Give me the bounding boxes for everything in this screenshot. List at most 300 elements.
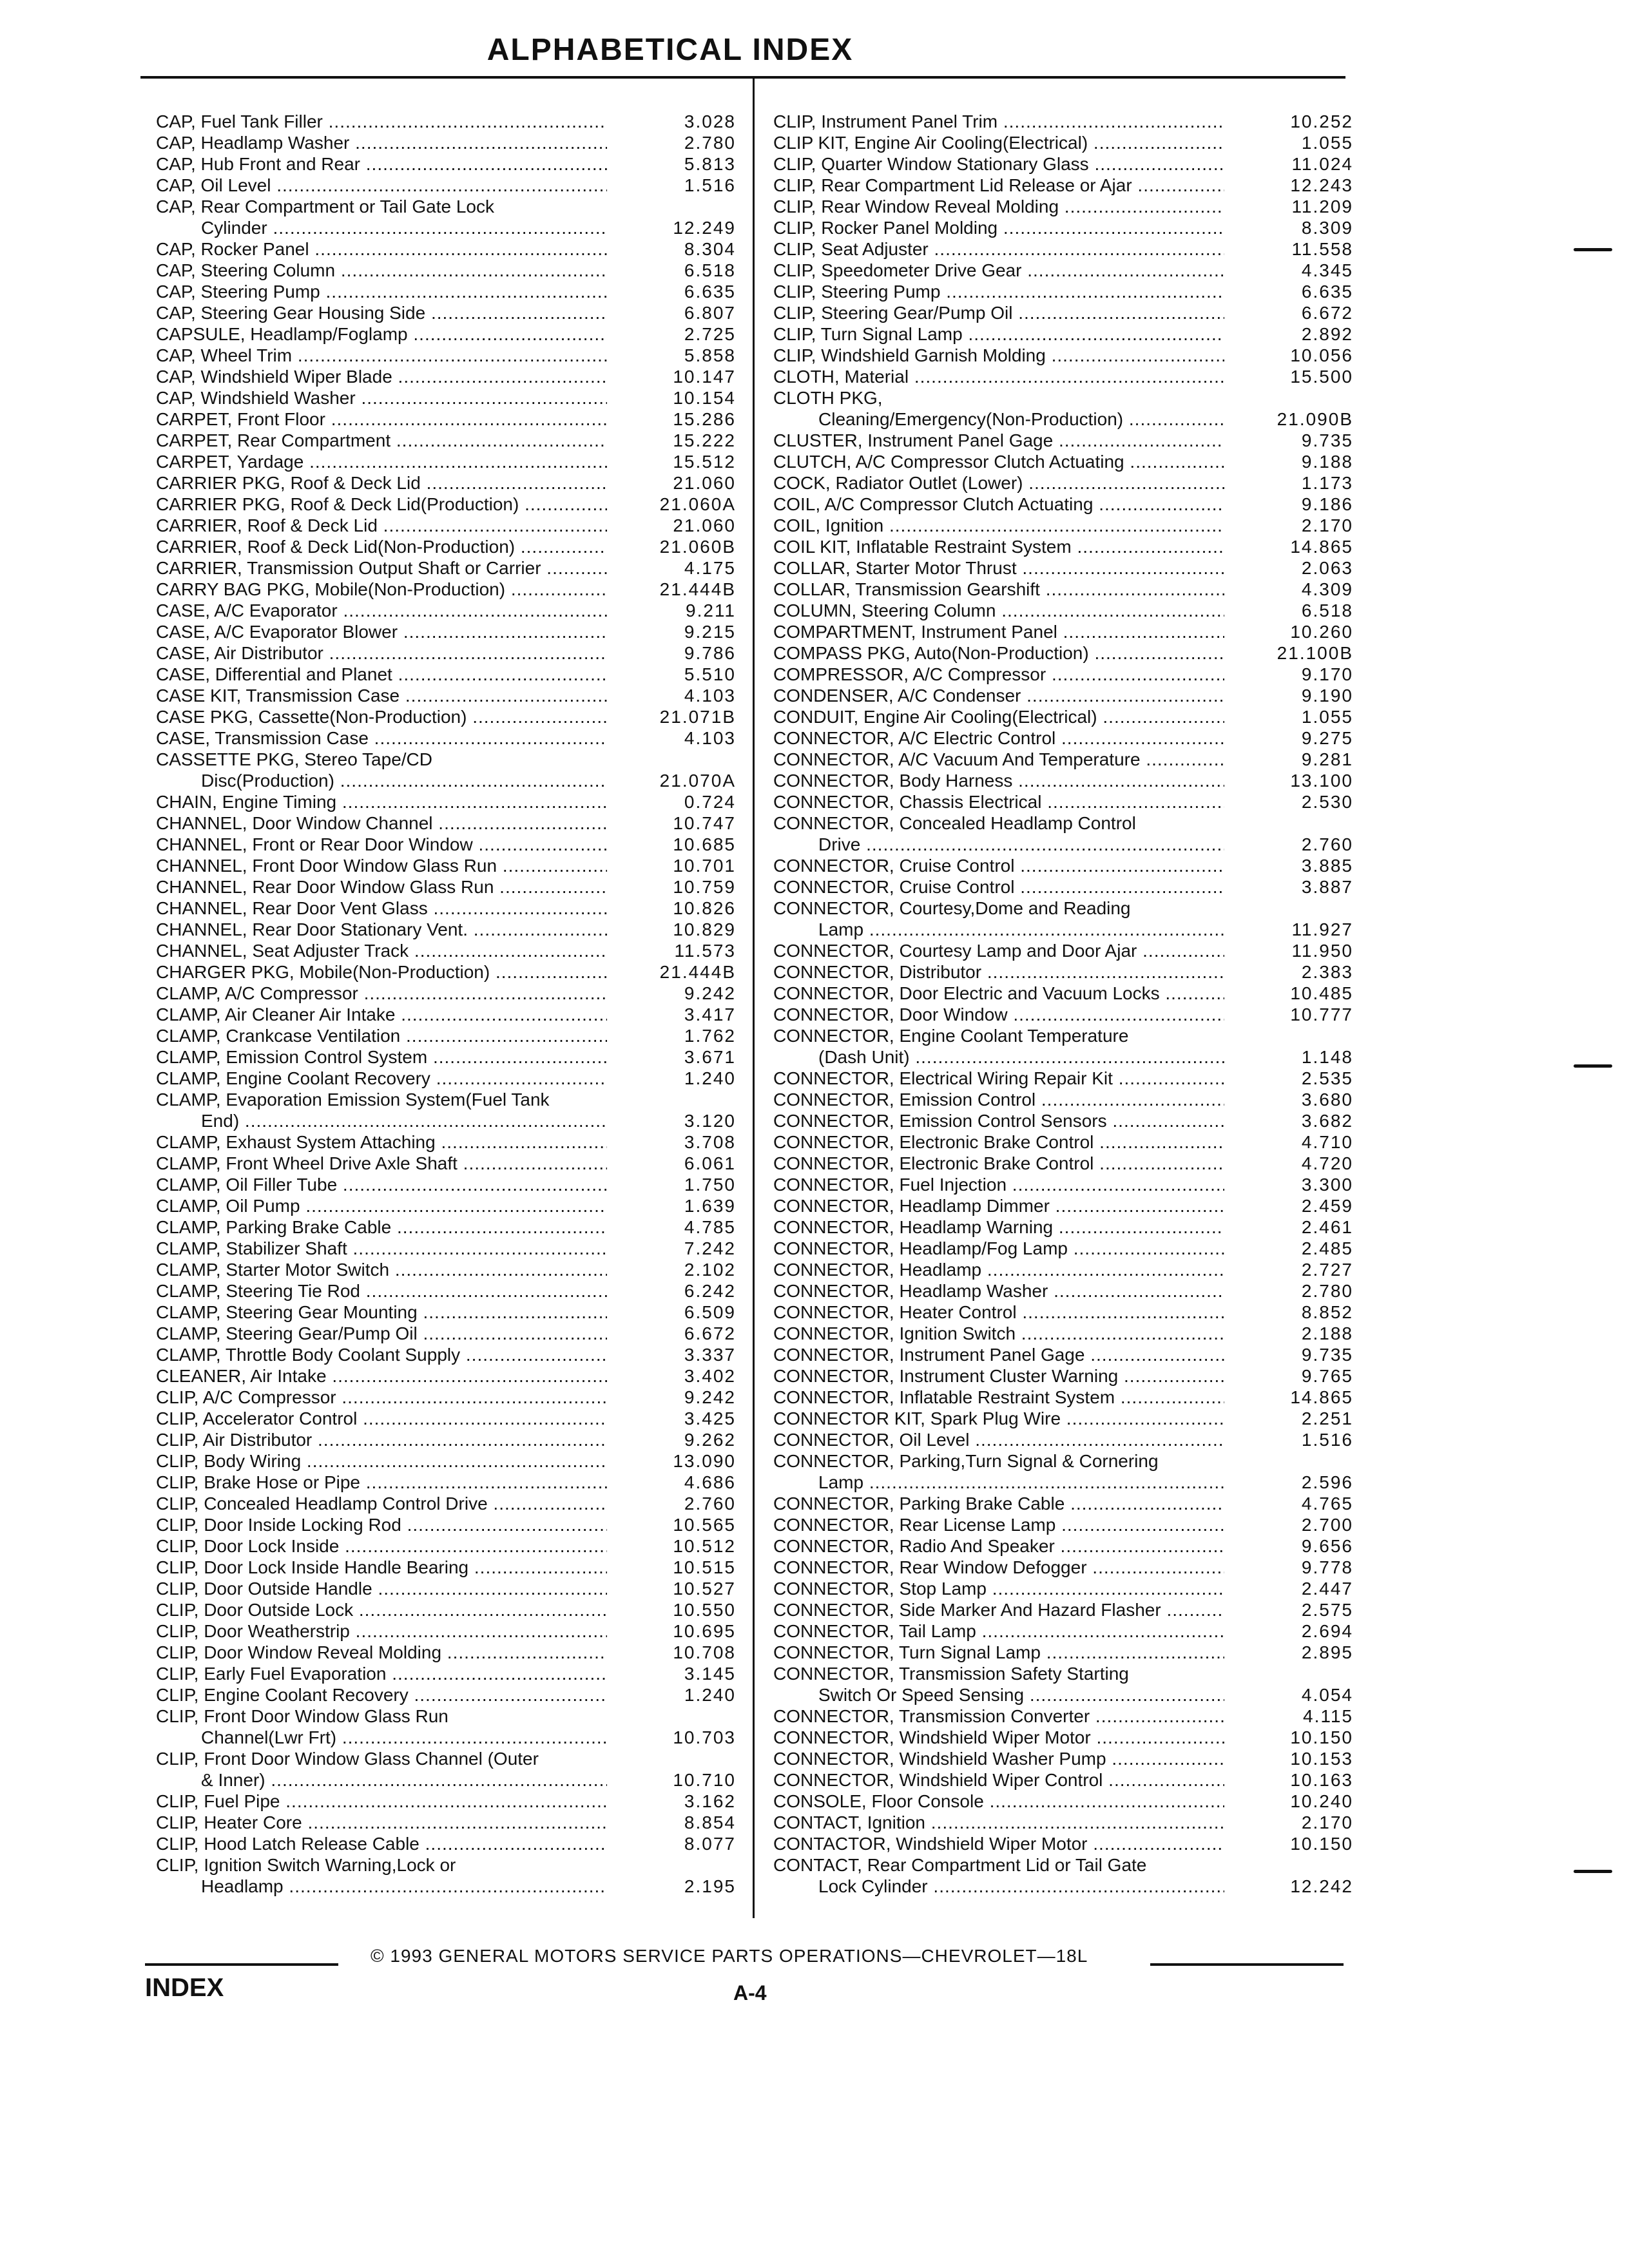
index-entry-name — [156, 430, 607, 451]
entry-label: CONNECTOR, Inflatable Restraint System — [773, 1387, 1115, 1407]
footer-rule-right — [1150, 1963, 1344, 1966]
index-entry — [156, 1876, 736, 1897]
index-entry-name — [156, 260, 607, 281]
index-entry-page: 10.527 — [673, 1579, 736, 1599]
index-entry-heading: CONNECTOR, Courtesy,Dome and Reading — [773, 898, 1131, 918]
index-entry-page: 2.892 — [1301, 324, 1353, 344]
entry-label: CLIP, Fuel Pipe — [156, 1791, 280, 1811]
entry-label: CLAMP, Oil Pump — [156, 1196, 300, 1216]
index-entry — [156, 1004, 736, 1025]
index-entry — [773, 260, 1353, 281]
index-entry-page: 11.024 — [1291, 154, 1353, 174]
entry-label: COMPARTMENT, Instrument Panel — [773, 622, 1057, 642]
index-entry-page: 1.516 — [1301, 1430, 1353, 1450]
index-entry-name — [773, 1195, 1224, 1216]
index-entry — [773, 1046, 1353, 1068]
index-entry-page: 9.735 — [1301, 430, 1353, 450]
entry-label: COCK, Radiator Outlet (Lower) — [773, 473, 1023, 493]
index-entry-name — [773, 1216, 1224, 1238]
entry-label: CONNECTOR, Distributor — [773, 962, 982, 982]
index-entry-name — [773, 1323, 1224, 1344]
entry-label: CLIP, Instrument Panel Trim — [773, 111, 998, 131]
index-entry-name — [773, 961, 1224, 983]
index-entry-name — [156, 1450, 607, 1472]
entry-label: CHANNEL, Rear Door Window Glass Run — [156, 877, 494, 897]
index-entry-page: 4.103 — [684, 728, 736, 748]
entry-label: CLIP, Body Wiring — [156, 1451, 302, 1471]
index-entry-page: 3.300 — [1301, 1175, 1353, 1195]
index-entry — [156, 1365, 736, 1387]
index-entry-name — [156, 770, 607, 791]
index-entry-page: 3.120 — [684, 1111, 736, 1131]
index-entry-name — [156, 1514, 607, 1535]
index-entry-page: 1.173 — [1301, 473, 1353, 493]
index-entry-name — [156, 302, 607, 323]
entry-label: CLIP, Door Lock Inside Handle Bearing — [156, 1557, 469, 1577]
index-entry-page: 13.090 — [673, 1451, 736, 1471]
entry-label: CLIP, Air Distributor — [156, 1430, 313, 1450]
entry-label: CARRIER, Roof & Deck Lid(Non-Production) — [156, 537, 516, 557]
index-entry-page: 4.686 — [684, 1472, 736, 1492]
index-entry-page: 14.865 — [1290, 1387, 1353, 1407]
entry-label: COIL, A/C Compressor Clutch Actuating — [773, 494, 1094, 514]
index-entry — [773, 791, 1353, 812]
index-entry — [156, 1195, 736, 1216]
index-entry-page: 2.760 — [684, 1494, 736, 1514]
index-entry-page: 9.262 — [684, 1430, 736, 1450]
index-entry-name — [773, 1408, 1224, 1429]
index-entry-name — [156, 451, 607, 472]
index-entry-heading: CONNECTOR, Transmission Safety Starting — [773, 1664, 1129, 1684]
index-entry-name — [156, 812, 607, 834]
index-entry-page: 11.558 — [1291, 239, 1353, 259]
index-entry-page: 5.813 — [684, 154, 736, 174]
entry-label: CONNECTOR, Parking Brake Cable — [773, 1494, 1065, 1514]
index-entry-name — [156, 472, 607, 494]
index-entry — [773, 1769, 1353, 1791]
entry-label: CLIP, Rear Compartment Lid Release or Ajar — [773, 175, 1132, 195]
index-entry-name — [156, 1408, 607, 1429]
index-entry — [156, 1068, 736, 1089]
index-entry-name — [773, 536, 1224, 557]
entry-label: CLEANER, Air Intake — [156, 1366, 327, 1386]
index-entry-page: 10.829 — [673, 919, 736, 939]
index-entry-page: 3.402 — [684, 1366, 736, 1386]
index-entry-page: 2.485 — [1301, 1238, 1353, 1258]
index-entry-name — [773, 1620, 1224, 1642]
index-entry-page: 1.240 — [684, 1068, 736, 1088]
index-entry-name — [773, 791, 1224, 812]
index-entry — [773, 196, 1353, 217]
index-entry-name — [156, 685, 607, 706]
index-entry-page: 3.671 — [684, 1047, 736, 1067]
entry-label: CLAMP, Stabilizer Shaft — [156, 1238, 347, 1258]
index-entry-name — [156, 579, 607, 600]
index-entry — [773, 536, 1353, 557]
index-entry-heading: CONTACT, Rear Compartment Lid or Tail Gate — [773, 1855, 1147, 1875]
index-entry-name — [773, 940, 1224, 961]
index-entry-name — [156, 217, 607, 238]
index-entry-name — [773, 132, 1224, 153]
index-entry — [156, 175, 736, 196]
entry-label: CONNECTOR, Emission Control Sensors — [773, 1111, 1107, 1131]
index-entry-page: 9.211 — [686, 601, 736, 620]
index-entry-name — [156, 1642, 607, 1663]
entry-label: COLLAR, Transmission Gearshift — [773, 579, 1040, 599]
index-entry-name — [773, 855, 1224, 876]
entry-label: CONNECTOR, Headlamp Dimmer — [773, 1196, 1050, 1216]
index-entry — [773, 1131, 1353, 1153]
index-entry — [773, 727, 1353, 749]
entry-label: (Dash Unit) — [818, 1047, 910, 1067]
index-entry-page: 4.720 — [1301, 1153, 1353, 1173]
index-entry-page: 6.509 — [684, 1302, 736, 1322]
index-entry-page: 9.170 — [1301, 664, 1353, 684]
index-entry-name — [773, 1004, 1224, 1025]
entry-label: Channel(Lwr Frt) — [201, 1727, 337, 1747]
index-entry — [156, 1110, 736, 1131]
index-entry-page: 9.190 — [1301, 686, 1353, 706]
index-entry-page: 3.145 — [684, 1664, 736, 1684]
entry-label: CLAMP, Steering Tie Rod — [156, 1281, 360, 1301]
index-entry — [156, 1557, 736, 1578]
index-entry-page: 11.573 — [674, 941, 736, 961]
index-entry — [156, 1216, 736, 1238]
index-entry-page: 10.154 — [673, 388, 736, 408]
index-entry-name — [773, 919, 1224, 940]
entry-label: CAP, Oil Level — [156, 175, 271, 195]
index-entry-page: 2.170 — [1301, 515, 1353, 535]
index-entry-name — [156, 876, 607, 898]
index-entry-page: 10.777 — [1290, 1004, 1353, 1024]
index-entry — [156, 706, 736, 727]
index-entry — [156, 1472, 736, 1493]
index-entry-page: 6.635 — [684, 282, 736, 302]
index-entry-name — [156, 834, 607, 855]
index-entry-heading: CONNECTOR, Engine Coolant Temperature — [773, 1026, 1129, 1046]
entry-label: CONNECTOR, Cruise Control — [773, 877, 1015, 897]
index-entry-page: 9.186 — [1301, 494, 1353, 514]
index-entry-page: 2.535 — [1301, 1068, 1353, 1088]
index-entry-page: 4.115 — [1303, 1706, 1353, 1726]
entry-label: CONNECTOR, Door Electric and Vacuum Locks — [773, 983, 1160, 1003]
index-entry-name — [156, 1812, 607, 1833]
entry-label: CARRIER PKG, Roof & Deck Lid — [156, 473, 421, 493]
entry-label: CLAMP, Steering Gear/Pump Oil — [156, 1323, 418, 1343]
index-entry-name — [156, 1280, 607, 1302]
index-entry — [156, 111, 736, 132]
index-entry-page: 10.240 — [1290, 1791, 1353, 1811]
entry-label: CONNECTOR, Tail Lamp — [773, 1621, 976, 1641]
index-entry-name — [156, 727, 607, 749]
index-entry-name — [156, 175, 607, 196]
entry-label: CHANNEL, Rear Door Stationary Vent. — [156, 919, 468, 939]
entry-label: CLUSTER, Instrument Panel Gage — [773, 430, 1054, 450]
index-entry — [773, 1599, 1353, 1620]
copyright-text: © 1993 GENERAL MOTORS SERVICE PARTS OPERATIONS—CHEVROLET—18L — [371, 1946, 1088, 1966]
index-entry-page: 3.885 — [1301, 856, 1353, 876]
index-entry-page: 14.865 — [1290, 537, 1353, 557]
index-entry — [773, 1004, 1353, 1025]
index-entry-name — [773, 1429, 1224, 1450]
index-entry-page: 9.765 — [1301, 1366, 1353, 1386]
index-entry-page: 10.485 — [1290, 983, 1353, 1003]
index-entry — [156, 536, 736, 557]
index-entry-name — [773, 1769, 1224, 1791]
entry-label: CLIP, Early Fuel Evaporation — [156, 1664, 387, 1684]
margin-mark — [1574, 1064, 1612, 1068]
entry-label: CONNECTOR, Windshield Washer Pump — [773, 1749, 1106, 1769]
entry-label: CONNECTOR, Heater Control — [773, 1302, 1017, 1322]
entry-label: CLAMP, Oil Filler Tube — [156, 1175, 338, 1195]
index-entry-name — [773, 685, 1224, 706]
index-entry — [156, 1578, 736, 1599]
index-entry-heading: CLIP, Front Door Window Glass Channel (Outer — [156, 1749, 539, 1769]
entry-label: CONNECTOR, Side Marker And Hazard Flasher — [773, 1600, 1161, 1620]
index-entry-name — [773, 153, 1224, 175]
entry-label: CONNECTOR, Ignition Switch — [773, 1323, 1016, 1343]
index-entry-page: 3.887 — [1301, 877, 1353, 897]
entry-label: CONNECTOR, Electronic Brake Control — [773, 1153, 1094, 1173]
index-entry — [156, 961, 736, 983]
index-entry — [156, 1684, 736, 1706]
entry-label: CLIP, Steering Pump — [773, 282, 941, 302]
entry-label: CLAMP, Crankcase Ventilation — [156, 1026, 401, 1046]
index-entry-page: 3.708 — [684, 1132, 736, 1152]
entry-label: CONNECTOR, Instrument Cluster Warning — [773, 1366, 1119, 1386]
section-label: INDEX — [145, 1974, 224, 2002]
index-entry — [156, 1727, 736, 1748]
index-entry-page: 1.750 — [684, 1175, 736, 1195]
entry-label: CONNECTOR, Emission Control — [773, 1090, 1036, 1110]
index-entry-page: 10.150 — [1290, 1727, 1353, 1747]
index-entry-name — [773, 1387, 1224, 1408]
index-entry — [773, 685, 1353, 706]
entry-label: CAP, Steering Pump — [156, 282, 320, 302]
page-number: A-4 — [733, 1981, 767, 2004]
index-entry-name — [773, 1153, 1224, 1174]
index-entry-name — [156, 1068, 607, 1089]
index-entry — [773, 1068, 1353, 1089]
index-entry — [773, 1408, 1353, 1429]
index-entry-name — [156, 1216, 607, 1238]
index-entry-name — [156, 706, 607, 727]
index-entry-name — [773, 1089, 1224, 1110]
index-entry-name — [156, 1323, 607, 1344]
index-entry-page: 10.056 — [1290, 345, 1353, 365]
index-entry-page: 2.251 — [1301, 1408, 1353, 1428]
entry-label: CARRIER PKG, Roof & Deck Lid(Production) — [156, 494, 519, 514]
index-entry-name — [156, 323, 607, 345]
index-entry — [773, 1174, 1353, 1195]
index-entry — [773, 472, 1353, 494]
index-entry-name — [156, 1769, 607, 1791]
index-entry-name — [773, 1578, 1224, 1599]
index-entry-name — [773, 1046, 1224, 1068]
index-entry-page: 6.635 — [1301, 282, 1353, 302]
index-entry — [773, 557, 1353, 579]
entry-label: CONNECTOR, Turn Signal Lamp — [773, 1642, 1041, 1662]
index-entry-page: 10.153 — [1290, 1749, 1353, 1769]
entry-label: CLAMP, Parking Brake Cable — [156, 1217, 392, 1237]
entry-label: CONNECTOR, Headlamp — [773, 1260, 982, 1280]
entry-label: CONNECTOR, Courtesy Lamp and Door Ajar — [773, 941, 1137, 961]
entry-label: CHANNEL, Rear Door Vent Glass — [156, 898, 428, 918]
index-entry-page: 4.785 — [684, 1217, 736, 1237]
index-entry-page: 11.950 — [1291, 941, 1353, 961]
index-entry — [156, 940, 736, 961]
index-entry-name — [156, 791, 607, 812]
index-entry-page: 21.444B — [659, 962, 736, 982]
index-entry-name — [156, 408, 607, 430]
index-entry-name — [156, 1599, 607, 1620]
index-entry — [773, 1748, 1353, 1769]
index-entry — [773, 940, 1353, 961]
index-entry — [156, 1131, 736, 1153]
index-entry — [773, 664, 1353, 685]
index-entry-page: 1.148 — [1301, 1047, 1353, 1067]
entry-label: CAP, Wheel Trim — [156, 345, 293, 365]
index-entry-name — [773, 834, 1224, 855]
index-entry — [773, 1365, 1353, 1387]
entry-label: CONNECTOR, Rear License Lamp — [773, 1515, 1056, 1535]
index-entry-page: 10.260 — [1290, 622, 1353, 642]
index-entry — [773, 621, 1353, 642]
index-entry-page: 4.765 — [1301, 1494, 1353, 1514]
index-entry-name — [773, 1812, 1224, 1833]
index-entry — [156, 642, 736, 664]
index-entry-page: 2.447 — [1301, 1579, 1353, 1599]
index-entry — [156, 260, 736, 281]
entry-label: CARPET, Yardage — [156, 452, 304, 472]
index-entry-name — [156, 1046, 607, 1068]
index-entry-name — [156, 642, 607, 664]
entry-label: End) — [201, 1111, 240, 1131]
entry-label: CLIP, Brake Hose or Pipe — [156, 1472, 360, 1492]
entry-label: CAP, Rocker Panel — [156, 239, 309, 259]
index-entry — [773, 579, 1353, 600]
entry-label: CLAMP, Front Wheel Drive Axle Shaft — [156, 1153, 458, 1173]
entry-label: CONNECTOR, Windshield Wiper Motor — [773, 1727, 1091, 1747]
index-entry-page: 8.854 — [684, 1812, 736, 1832]
index-entry — [156, 1174, 736, 1195]
index-entry-page: 2.780 — [1301, 1281, 1353, 1301]
index-entry — [156, 1663, 736, 1684]
index-entry-page: 10.685 — [673, 834, 736, 854]
entry-label: CONDUIT, Engine Air Cooling(Electrical) — [773, 707, 1097, 727]
index-entry-page: 15.500 — [1290, 367, 1353, 387]
index-entry-page: 6.672 — [684, 1323, 736, 1343]
index-entry-name — [773, 260, 1224, 281]
entry-label: CLAMP, Steering Gear Mounting — [156, 1302, 418, 1322]
index-entry-page: 4.175 — [684, 558, 736, 578]
entry-label: CONNECTOR, Headlamp Washer — [773, 1281, 1048, 1301]
index-entry-name — [773, 1535, 1224, 1557]
index-entry — [773, 1706, 1353, 1727]
entry-label: CLIP, Concealed Headlamp Control Drive — [156, 1494, 488, 1514]
index-entry — [156, 132, 736, 153]
index-entry-page: 4.710 — [1301, 1132, 1353, 1152]
entry-label: CHANNEL, Seat Adjuster Track — [156, 941, 409, 961]
entry-label: CLAMP, Exhaust System Attaching — [156, 1132, 436, 1152]
index-entry-name — [156, 1110, 607, 1131]
index-entry-page: 12.249 — [673, 218, 736, 238]
entry-label: Lamp — [818, 919, 864, 939]
index-entry-page: 5.858 — [684, 345, 736, 365]
index-entry — [773, 1472, 1353, 1493]
index-entry — [773, 323, 1353, 345]
index-entry — [156, 387, 736, 408]
right-index-column — [773, 111, 1353, 1897]
index-entry-page: 2.780 — [684, 133, 736, 153]
index-entry-name — [773, 175, 1224, 196]
entry-label: CONNECTOR, Door Window — [773, 1004, 1008, 1024]
entry-label: CONNECTOR, Radio And Speaker — [773, 1536, 1055, 1556]
entry-label: Lock Cylinder — [818, 1876, 928, 1896]
entry-label: CLIP, Seat Adjuster — [773, 239, 929, 259]
column-divider — [753, 79, 755, 1918]
index-entry-page: 9.242 — [684, 1387, 736, 1407]
entry-label: CLIP, Door Outside Handle — [156, 1579, 372, 1599]
index-entry-name — [156, 366, 607, 387]
index-entry-page: 6.518 — [1301, 601, 1353, 620]
index-entry-page: 9.242 — [684, 983, 736, 1003]
index-entry-page: 11.927 — [1291, 919, 1353, 939]
index-entry-name — [156, 345, 607, 366]
entry-label: CONTACT, Ignition — [773, 1812, 925, 1832]
index-entry-name — [773, 1557, 1224, 1578]
index-entry — [773, 706, 1353, 727]
index-entry — [156, 1642, 736, 1663]
index-entry — [156, 1046, 736, 1068]
index-entry — [773, 281, 1353, 302]
index-entry-name — [156, 1429, 607, 1450]
index-entry-name — [773, 621, 1224, 642]
index-entry-page: 2.895 — [1301, 1642, 1353, 1662]
index-entry — [773, 1259, 1353, 1280]
index-entry — [773, 1302, 1353, 1323]
index-entry-name — [156, 1153, 607, 1174]
index-entry — [773, 153, 1353, 175]
index-entry — [156, 919, 736, 940]
index-entry-heading: CLIP, Front Door Window Glass Run — [156, 1706, 448, 1726]
entry-label: CLAMP, A/C Compressor — [156, 983, 358, 1003]
index-entry-name — [773, 1642, 1224, 1663]
index-entry — [773, 1642, 1353, 1663]
index-entry-heading: CONNECTOR, Parking,Turn Signal & Cornering — [773, 1451, 1159, 1471]
entry-label: CASE, A/C Evaporator — [156, 601, 338, 620]
index-entry-page: 8.309 — [1301, 218, 1353, 238]
entry-label: CONNECTOR, Headlamp/Fog Lamp — [773, 1238, 1068, 1258]
entry-label: CHANNEL, Front Door Window Glass Run — [156, 856, 497, 876]
entry-label: CLIP, Steering Gear/Pump Oil — [773, 303, 1013, 323]
index-entry-name — [156, 1195, 607, 1216]
entry-label: CARRY BAG PKG, Mobile(Non-Production) — [156, 579, 506, 599]
index-entry — [773, 1833, 1353, 1854]
index-entry-page: 1.055 — [1301, 133, 1353, 153]
index-entry-heading: CLAMP, Evaporation Emission System(Fuel Tank — [156, 1090, 550, 1110]
entry-label: CONNECTOR, A/C Vacuum And Temperature — [773, 749, 1141, 769]
index-entry-name — [156, 1663, 607, 1684]
index-entry-page: 21.100B — [1277, 643, 1353, 663]
index-entry — [773, 238, 1353, 260]
index-entry — [156, 1514, 736, 1535]
index-entry-name — [773, 494, 1224, 515]
entry-label: CLAMP, Throttle Body Coolant Supply — [156, 1345, 461, 1365]
entry-label: Switch Or Speed Sensing — [818, 1685, 1025, 1705]
index-entry — [773, 1876, 1353, 1897]
index-entry-name — [156, 1472, 607, 1493]
